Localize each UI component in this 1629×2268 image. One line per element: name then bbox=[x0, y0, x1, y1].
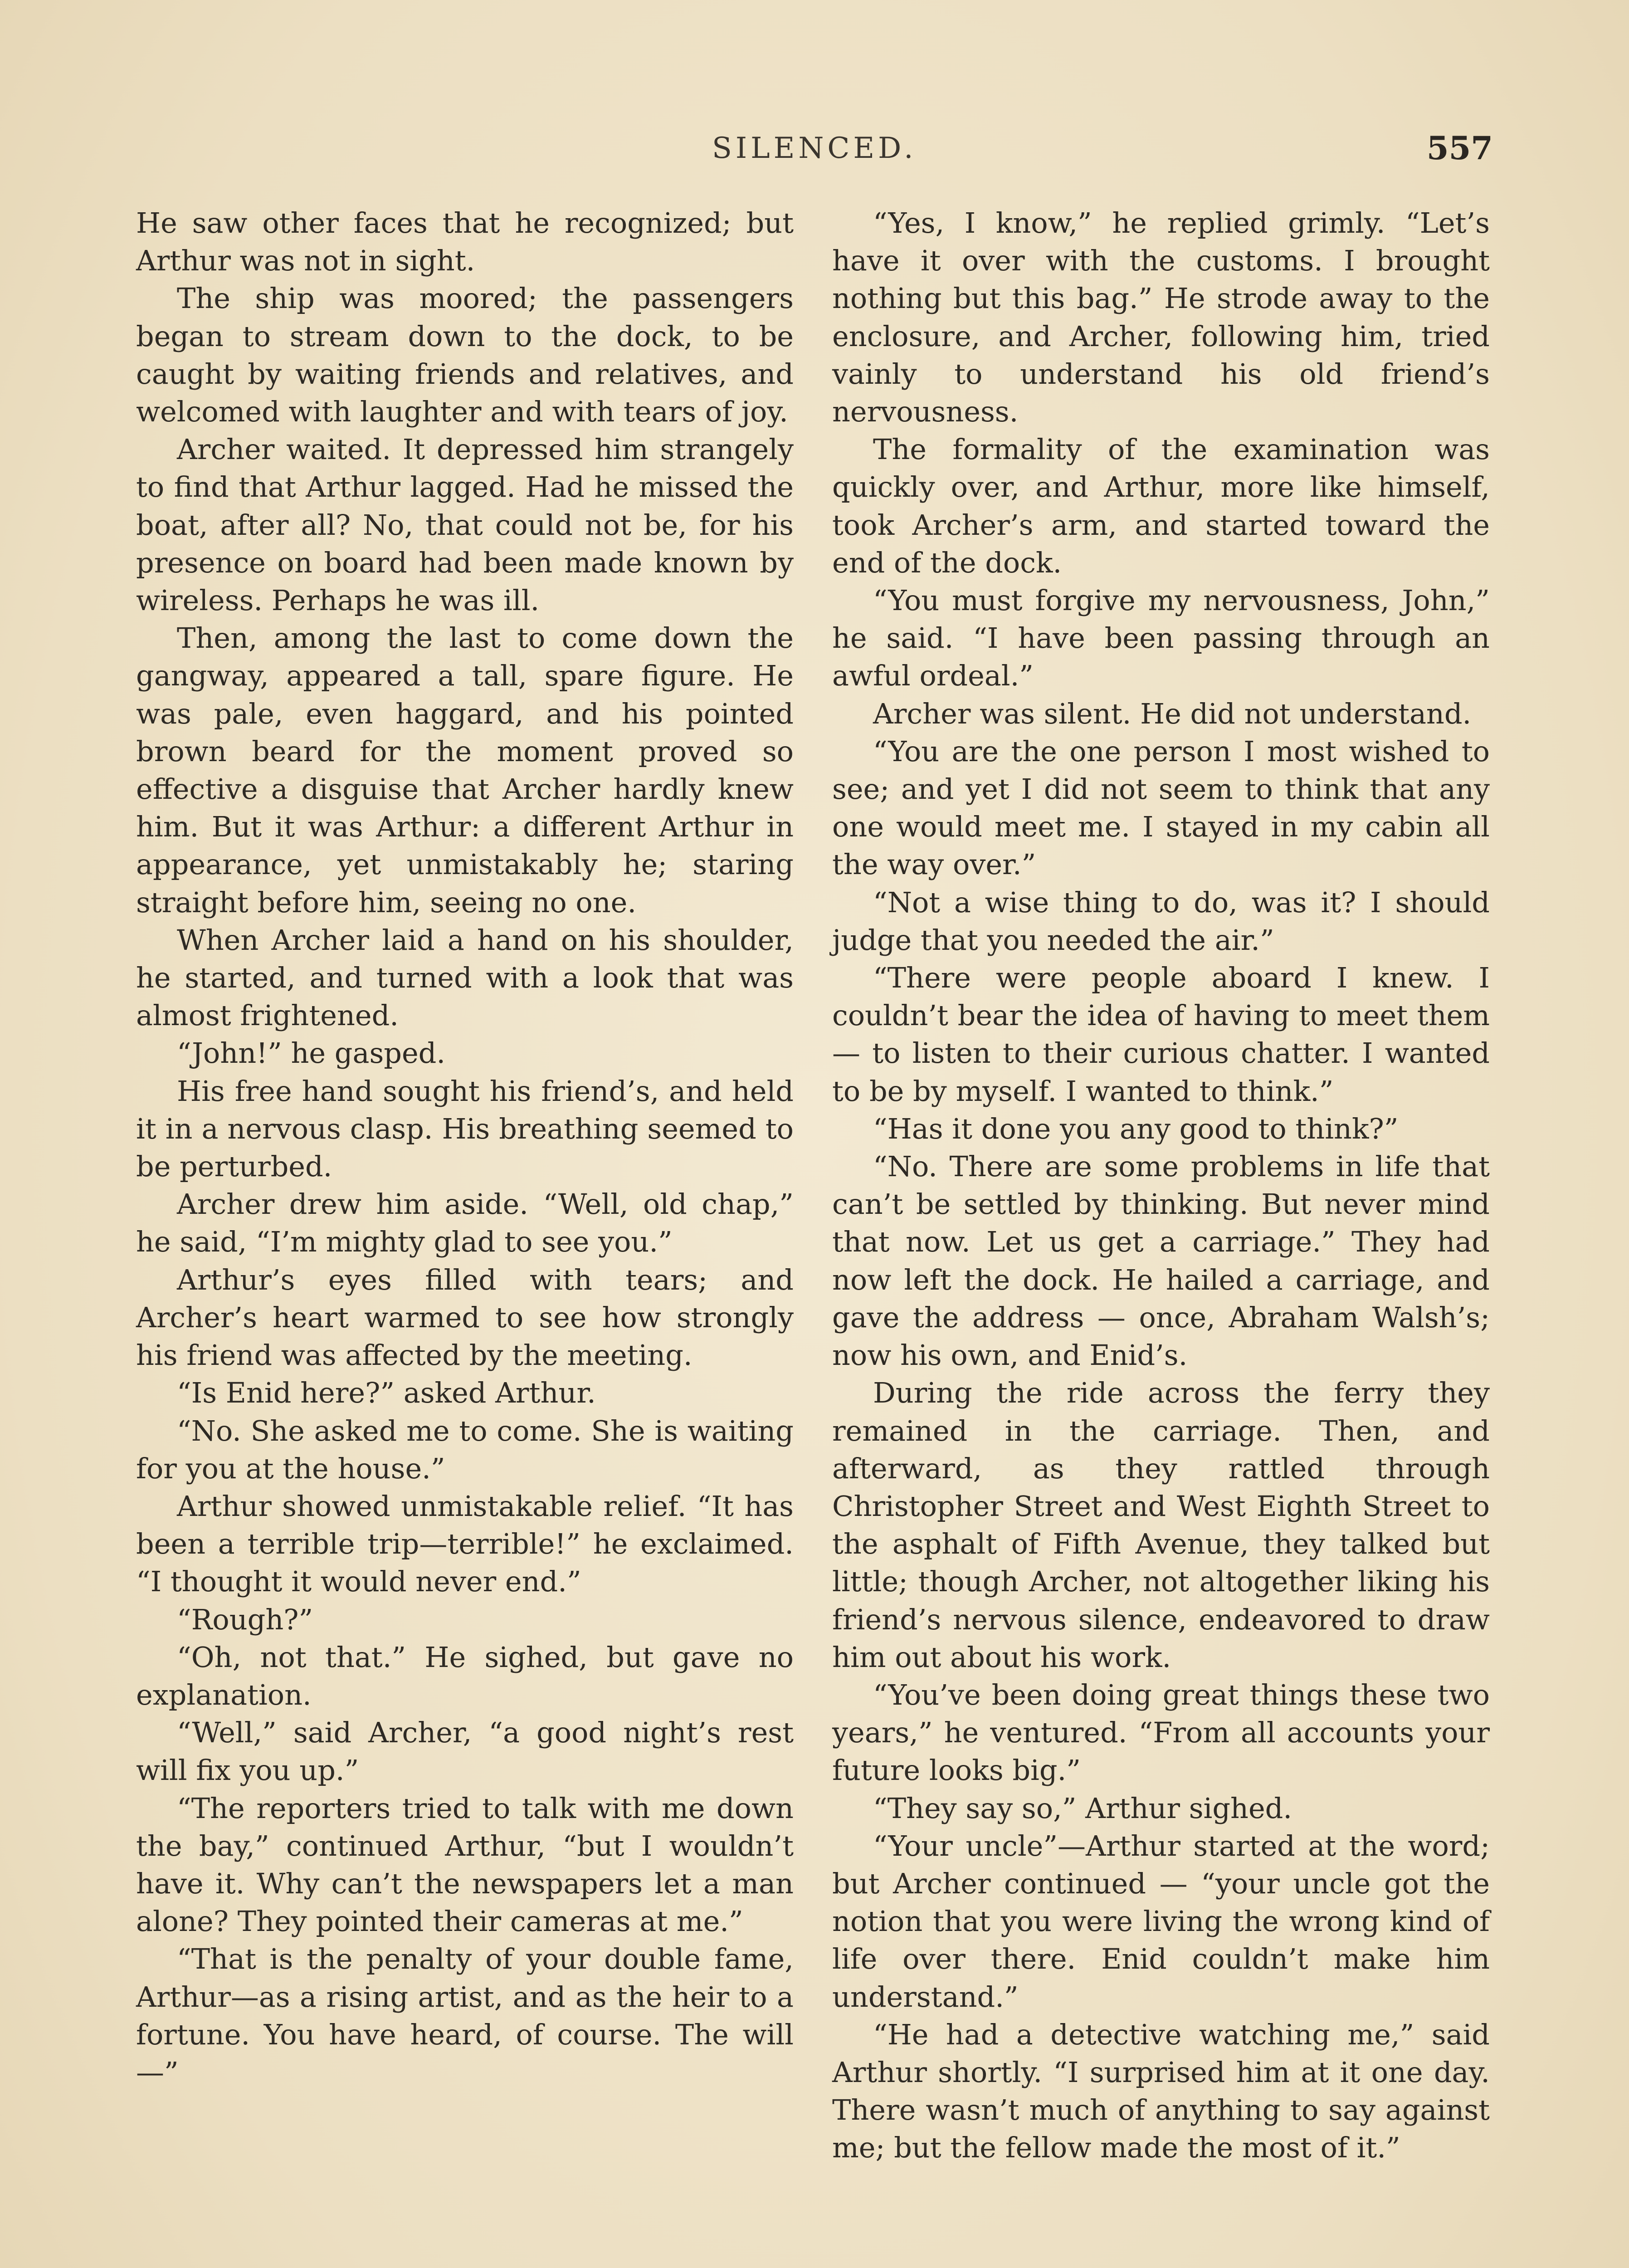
paragraph: “There were people aboard I knew. I couldn’t bear the idea of having to meet them — to listen to their curious chatter. I wanted to be by myself. I wanted to think.” bbox=[832, 961, 1490, 1108]
paragraph: “That is the penalty of your double fame, Arthur—as a rising artist, and as the heir to a fortune. You have heard, of course. The will—” bbox=[136, 1942, 794, 2089]
paragraph: “You’ve been doing great things these two years,” he ventured. “From all accounts your future looks big.” bbox=[832, 1678, 1490, 1787]
paragraph: When Archer laid a hand on his shoulder, he started, and turned with a look that was almost frightened. bbox=[136, 923, 794, 1032]
paragraph: “They say so,” Arthur sighed. bbox=[873, 1791, 1292, 1825]
paragraph: “John!” he gasped. bbox=[177, 1036, 446, 1070]
paragraph: “He had a detective watching me,” said Arthur shortly. “I surprised him at it one day. There wasn’t much of anything to say against me; but the fellow made the most of it.” bbox=[832, 2018, 1490, 2165]
paragraph: He saw other faces that he recognized; but Arthur was not in sight. bbox=[136, 206, 794, 278]
paragraph: Arthur’s eyes filled with tears; and Archer’s heart warmed to see how strongly his friend was affected by the meeting. bbox=[136, 1263, 794, 1372]
paragraph: “The reporters tried to talk with me down the bay,” continued Arthur, “but I wouldn’t have it. Why can’t the newspapers let a man alone? They pointed their cameras at me.” bbox=[136, 1791, 794, 1938]
paragraph: “Is Enid here?” asked Arthur. bbox=[177, 1376, 596, 1410]
paragraph: “No. There are some problems in life that can’t be settled by thinking. But never mind that now. Let us get a carriage.” They had now left the dock. He hailed a carriage, and gave the address — once, Abraham Walsh’s; now his own, and Enid’s. bbox=[832, 1150, 1490, 1372]
paragraph: “You must forgive my nervousness, John,” he said. “I have been passing through an awful ordeal.” bbox=[832, 584, 1490, 693]
paragraph: During the ride across the ferry they remained in the carriage. Then, and afterward, as they rattled through Christopher Street and West Eighth Street to the asphalt of Fifth Avenue, they talked but little; though Archer, not altogether liking his friend’s nervous silence, endeavored to draw him out about his work. bbox=[832, 1376, 1490, 1674]
paragraph: Arthur showed unmistakable relief. “It has been a terrible trip—terrible!” he exclaimed. “I thought it would never end.” bbox=[136, 1489, 794, 1598]
paragraph: Archer was silent. He did not understand. bbox=[873, 697, 1472, 730]
paragraph: His free hand sought his friend’s, and held it in a nervous clasp. His breathing seemed to be perturbed. bbox=[136, 1074, 794, 1183]
paragraph: “Rough?” bbox=[177, 1603, 313, 1636]
paragraph: “You are the one person I most wished to see; and yet I did not seem to think that any one would meet me. I stayed in my cabin all the way over.” bbox=[832, 734, 1490, 881]
paragraph: “No. She asked me to come. She is waiting for you at the house.” bbox=[136, 1414, 794, 1485]
running-head: SILENCED. bbox=[712, 132, 917, 165]
paragraph: The ship was moored; the passengers began to stream down to the dock, to be caught by waiting friends and relatives, and welcomed with laughter and with tears of joy. bbox=[136, 282, 794, 429]
left-column bbox=[136, 204, 794, 2091]
paragraph: Archer waited. It depressed him strangely to find that Arthur lagged. Had he missed the boat, after all? No, that could not be, for his presence on board had been made known by wireless. Perhaps he was ill. bbox=[136, 433, 794, 617]
paragraph: “Not a wise thing to do, was it? I should judge that you needed the air.” bbox=[832, 885, 1490, 957]
paragraph: “Oh, not that.” He sighed, but gave no explanation. bbox=[136, 1640, 794, 1711]
paragraph: Archer drew him aside. “Well, old chap,” he said, “I’m mighty glad to see you.” bbox=[136, 1188, 794, 1259]
paragraph: “Has it done you any good to think?” bbox=[873, 1112, 1399, 1145]
paragraph: “Yes, I know,” he replied grimly. “Let’s have it over with the customs. I brought nothing but this bag.” He strode away to the enclosure, and Archer, following him, tried vainly to understand his old friend’s nervousness. bbox=[832, 206, 1490, 429]
paragraph: The formality of the examination was quickly over, and Arthur, more like himself, took Archer’s arm, and started toward the end of the dock. bbox=[832, 433, 1490, 579]
paragraph: “Well,” said Archer, “a good night’s rest will fix you up.” bbox=[136, 1716, 794, 1787]
page-number: 557 bbox=[1426, 129, 1493, 167]
paragraph: Then, among the last to come down the gangway, appeared a tall, spare figure. He was pale, even haggard, and his pointed brown beard for the moment proved so effective a disguise that Archer hardly knew him. But it was Arthur: a different Arthur in appearance, yet unmistakably he; staring straight before him, seeing no one. bbox=[136, 621, 794, 919]
right-column bbox=[832, 204, 1490, 2167]
paragraph: “Your uncle”—Arthur started at the word; but Archer continued — “your uncle got the notion that you were living the wrong kind of life over there. Enid couldn’t make him understand.” bbox=[832, 1829, 1490, 2014]
